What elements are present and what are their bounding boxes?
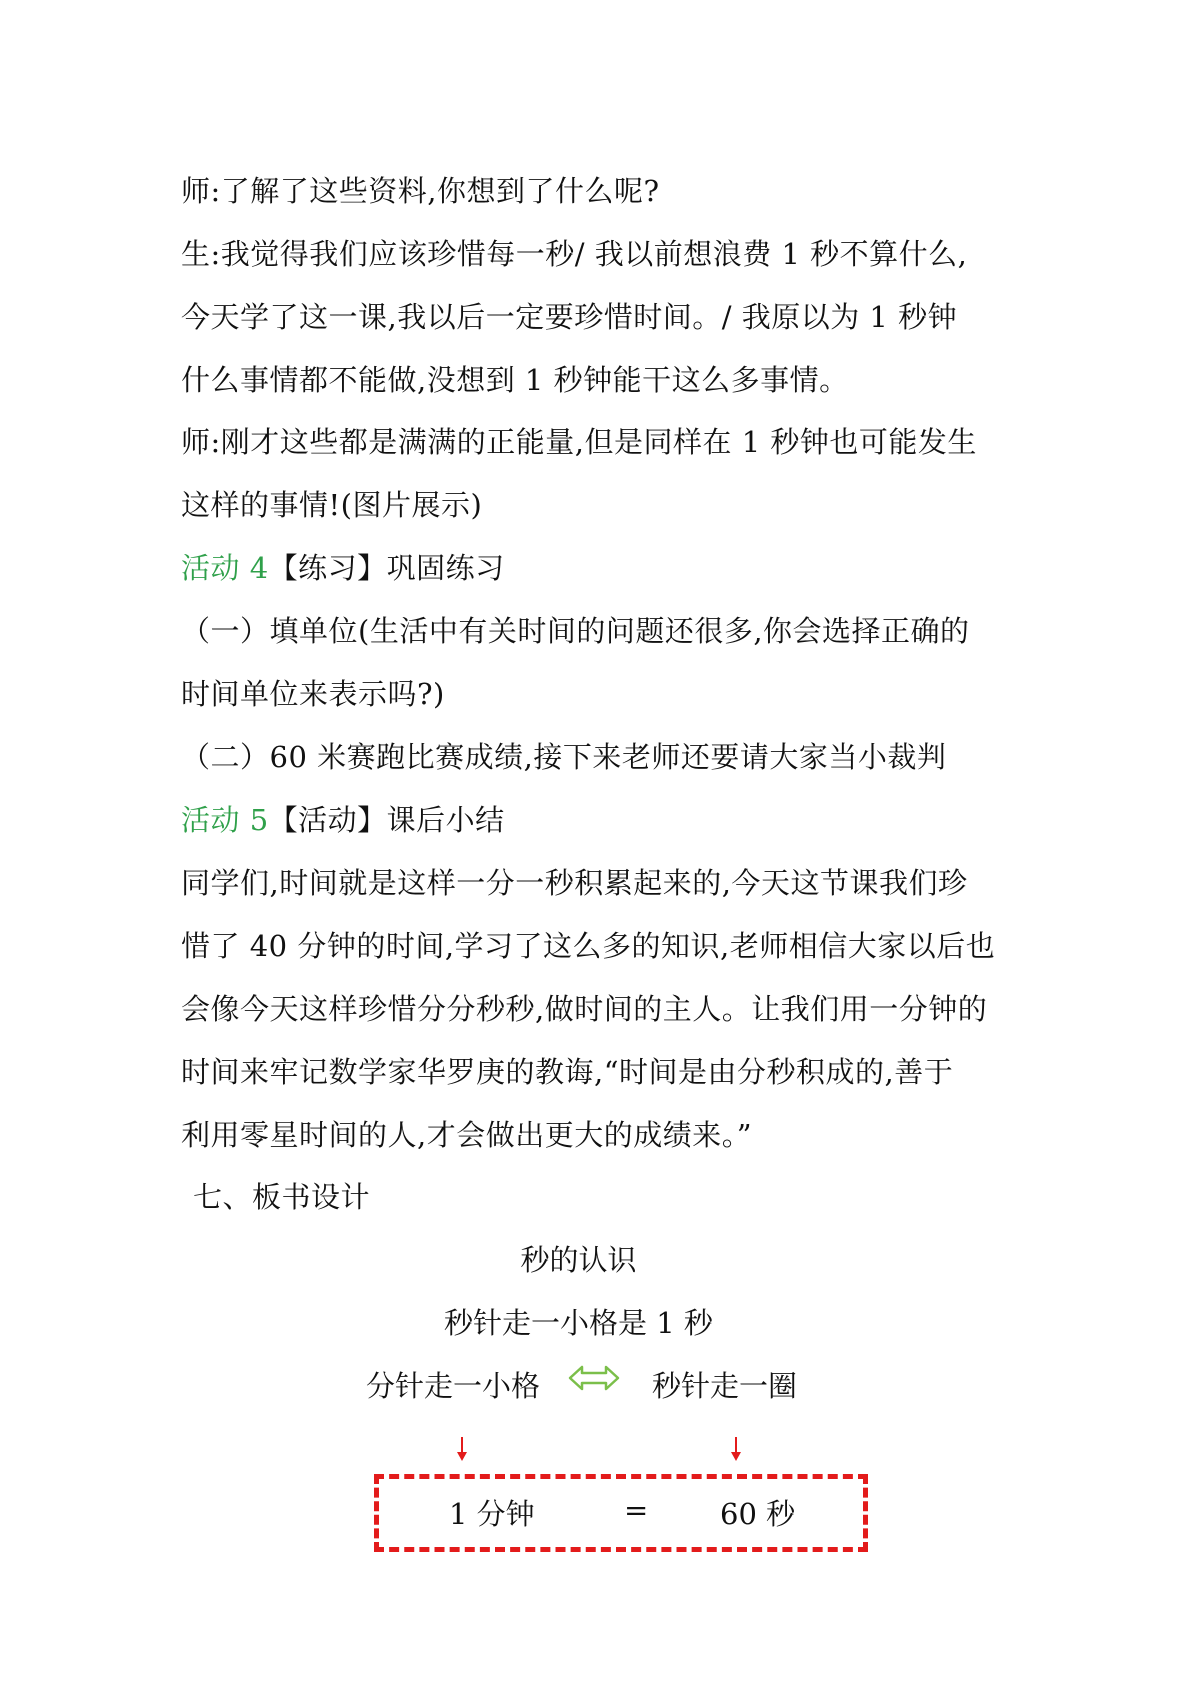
text-line: 师:了解了这些资料,你想到了什么呢? <box>181 174 660 208</box>
text-line: 生:我觉得我们应该珍惜每一秒/ 我以前想浪费 1 秒不算什么, <box>181 237 968 271</box>
text-line: 什么事情都不能做,没想到 1 秒钟能干这么多事情。 <box>181 363 849 397</box>
summary-line: 同学们,时间就是这样一分一秒积累起来的,今天这节课我们珍 <box>181 866 968 900</box>
summary-line: 利用零星时间的人,才会做出更大的成绩来。” <box>181 1118 753 1152</box>
double-arrow-icon <box>568 1364 620 1392</box>
activity-4-heading <box>181 548 1021 588</box>
exercise-line: （二）60 米赛跑比赛成绩,接下来老师还要请大家当小裁判 <box>181 740 947 774</box>
text-line: 今天学了这一课,我以后一定要珍惜时间。/ 我原以为 1 秒钟 <box>181 300 958 334</box>
activity-5-title: 【活动】课后小结 <box>268 803 505 837</box>
text-line: 这样的事情!(图片展示) <box>181 488 483 522</box>
summary-line: 惜了 40 分钟的时间,学习了这么多的知识,老师相信大家以后也 <box>181 929 996 963</box>
text-line: 师:刚才这些都是满满的正能量,但是同样在 1 秒钟也可能发生 <box>181 425 977 459</box>
section-7-heading: 七、板书设计 <box>193 1180 371 1214</box>
exercise-line: （一）填单位(生活中有关时间的问题还很多,你会选择正确的 <box>181 614 970 648</box>
board-title: 秒的认识 <box>520 1243 637 1277</box>
down-arrow-icon <box>456 1436 468 1462</box>
activity-5-label: 活动 5 <box>181 803 269 837</box>
down-arrow-icon <box>730 1436 742 1462</box>
equation-sign: = <box>624 1493 649 1527</box>
exercise-line: 时间单位来表示吗?) <box>181 677 445 711</box>
activity-5-heading <box>181 800 1021 840</box>
board-left-text: 分针走一小格 <box>366 1369 541 1403</box>
summary-line: 时间来牢记数学家华罗庚的教诲,“时间是由分秒积成的,善于 <box>181 1055 954 1089</box>
activity-4-title: 【练习】巩固练习 <box>268 551 505 585</box>
summary-line: 会像今天这样珍惜分分秒秒,做时间的主人。让我们用一分钟的 <box>181 992 988 1026</box>
activity-4-label: 活动 4 <box>181 551 269 585</box>
board-rule: 秒针走一小格是 1 秒 <box>444 1306 713 1340</box>
board-right-text: 秒针走一圈 <box>652 1369 798 1403</box>
equation-left: 1 分钟 <box>449 1497 535 1531</box>
equation-right: 60 秒 <box>720 1497 796 1531</box>
